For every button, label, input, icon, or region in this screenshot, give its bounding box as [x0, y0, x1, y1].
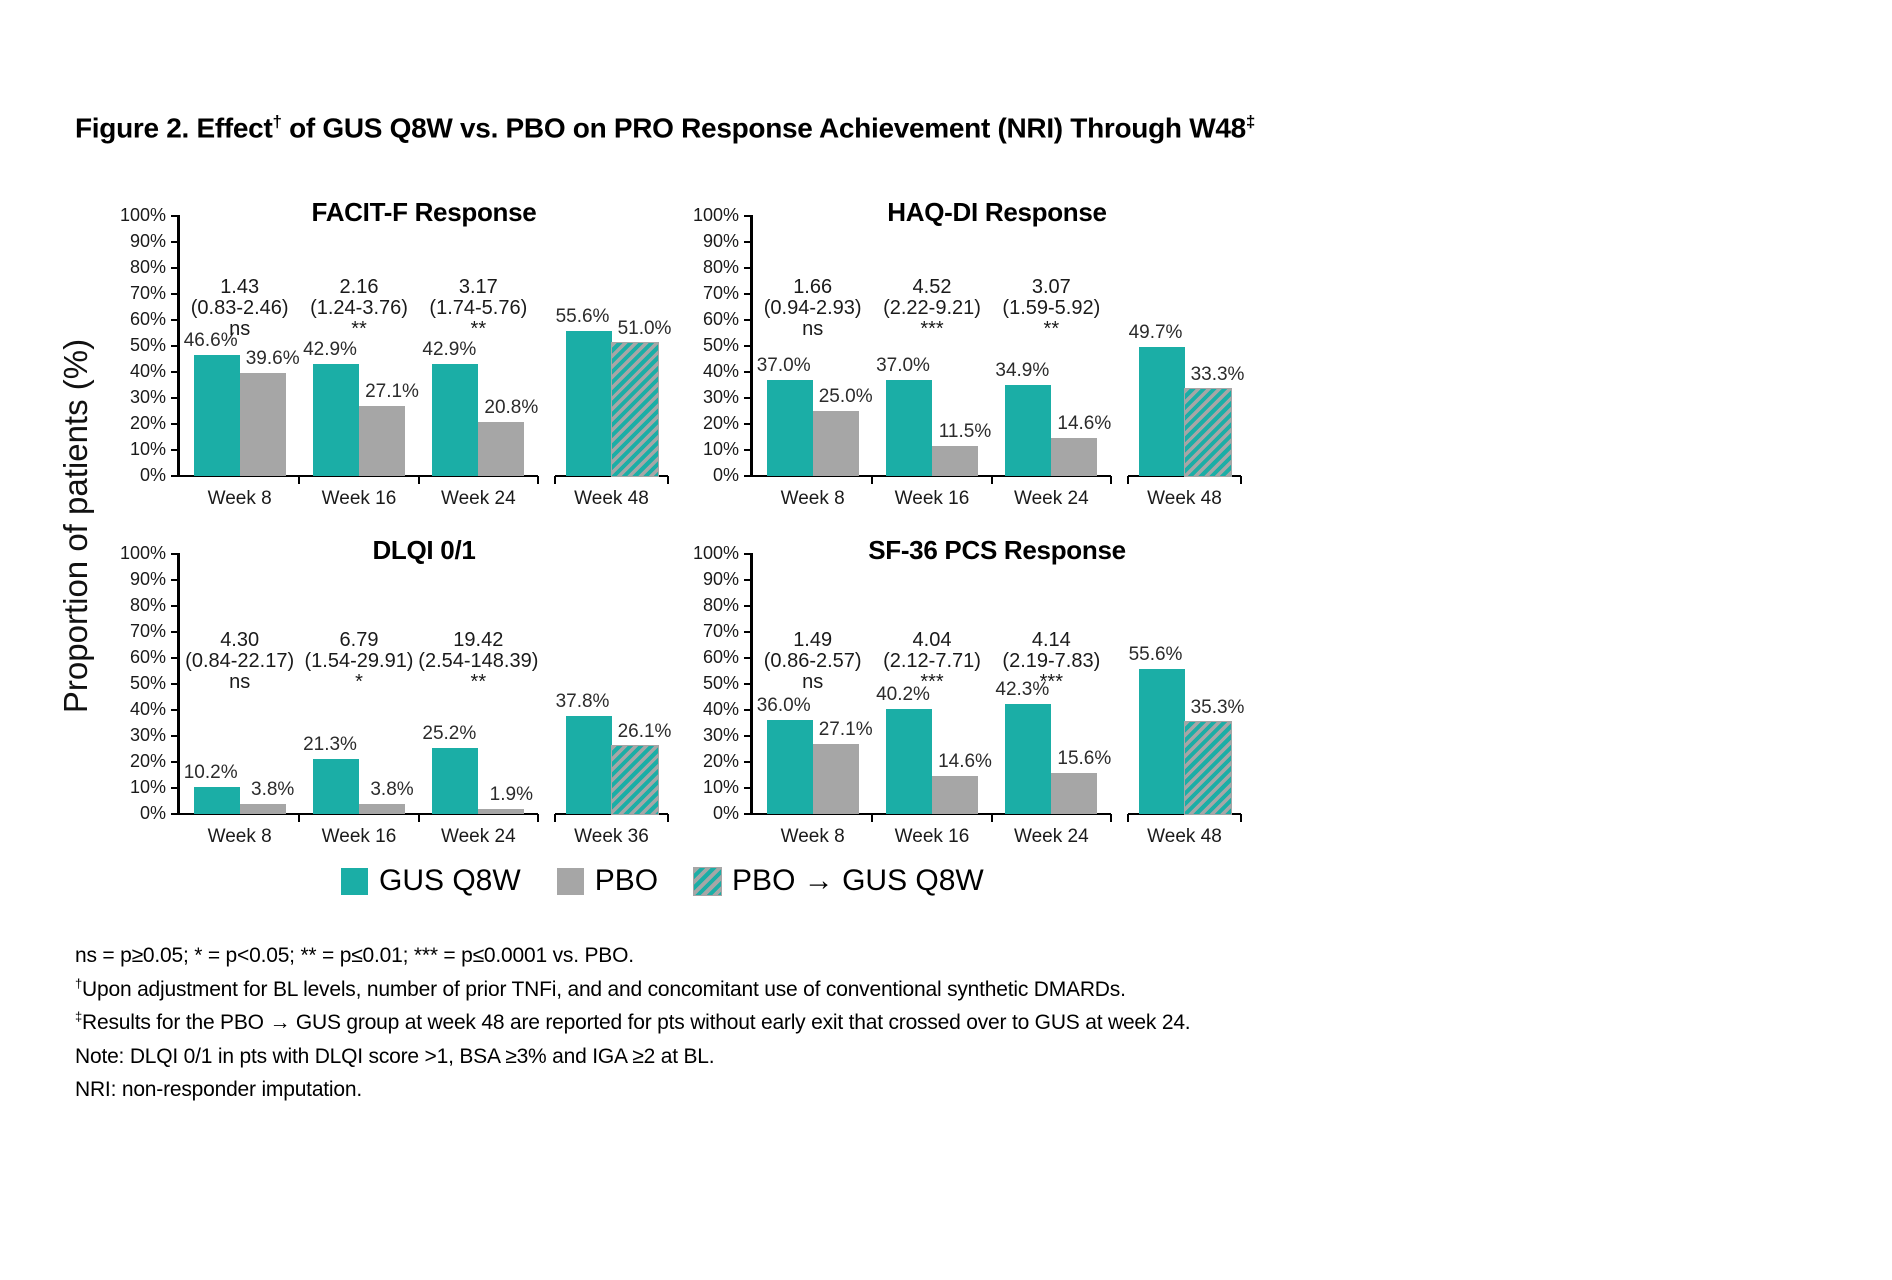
figure-title-middle: of GUS Q8W vs. PBO on PRO Response Achievement (NRI) Through W48	[281, 112, 1246, 144]
annotation-significance: ns	[802, 671, 824, 693]
x-category-label-week-48: Week 48	[1147, 488, 1222, 509]
x-axis-tick	[554, 814, 556, 822]
y-axis-tick	[744, 449, 753, 451]
x-category-label-week-8: Week 8	[207, 826, 272, 847]
y-axis-tick	[744, 475, 753, 477]
x-category-label-week-48: Week 48	[574, 488, 649, 509]
y-tick-label: 100%	[692, 205, 739, 225]
footnote-text: Upon adjustment for BL levels, number of prior TNFi, and and concomitant use of conventional synthetic DMARDs.	[82, 977, 1126, 1001]
chart-dlqi-0-1	[119, 508, 705, 853]
bar-gus-week-24	[1005, 385, 1051, 476]
y-tick-label: 70%	[129, 283, 166, 303]
bar-gus-week-24	[432, 748, 478, 814]
bar-gus-week-48	[566, 331, 612, 476]
x-axis-tick	[537, 476, 539, 484]
x-category-label-week-16: Week 16	[894, 826, 970, 847]
x-axis-tick	[418, 476, 420, 484]
double-dagger-superscript: ‡	[1245, 112, 1256, 131]
y-tick-label: 20%	[129, 413, 166, 433]
y-tick-label: 10%	[129, 777, 166, 797]
annotation-significance: **	[470, 318, 487, 340]
chart-title: FACIT-F Response	[311, 197, 537, 227]
x-axis-tick	[667, 814, 669, 822]
x-axis-tick	[991, 814, 993, 822]
bar-value-pbo-week-8: 3.8%	[251, 779, 295, 801]
stat-annotation-week-24	[373, 630, 583, 693]
bar-value-gus-week-24: 25.2%	[422, 723, 477, 745]
y-axis-tick	[171, 813, 180, 815]
bar-value-pbo-to-gus-week-48: 51.0%	[617, 318, 672, 340]
gus-q8w-swatch-icon	[341, 868, 368, 895]
bar-value-gus-week-48: 49.7%	[1128, 321, 1183, 343]
x-axis-tick	[871, 814, 873, 822]
bar-gus-week-36	[566, 716, 612, 814]
y-axis-tick	[171, 787, 180, 789]
x-axis-tick	[1127, 814, 1129, 822]
y-tick-label: 0%	[139, 803, 166, 823]
bar-value-gus-week-8: 36.0%	[756, 695, 811, 717]
x-category-label-week-8: Week 8	[207, 488, 272, 509]
x-axis-tick	[667, 476, 669, 484]
y-axis-tick	[744, 267, 753, 269]
x-category-label-week-24: Week 24	[1014, 488, 1089, 509]
annotation-significance: ns	[229, 318, 251, 340]
y-tick-label: 90%	[702, 569, 739, 589]
bar-gus-week-8	[767, 380, 813, 476]
y-axis-tick	[744, 579, 753, 581]
bar-gus-week-8	[194, 787, 240, 814]
y-tick-label: 40%	[129, 361, 166, 381]
y-axis-tick	[744, 813, 753, 815]
footnote-nri	[75, 1070, 1190, 1104]
y-tick-label: 0%	[712, 803, 739, 823]
y-axis-tick	[171, 397, 180, 399]
y-axis-tick	[744, 345, 753, 347]
bar-value-gus-week-8: 10.2%	[183, 762, 238, 784]
bar-value-gus-week-24: 34.9%	[995, 360, 1050, 382]
annotation-significance: *	[355, 671, 363, 693]
x-axis-tick	[1110, 476, 1112, 484]
x-axis-tick	[1127, 476, 1129, 484]
bar-pbo-week-16	[932, 446, 978, 476]
annotation-odds-ratio: 19.42	[453, 629, 504, 651]
y-axis-tick	[744, 215, 753, 217]
y-tick-label: 100%	[119, 205, 166, 225]
y-axis-title: Proportion of patients (%)	[57, 338, 94, 714]
y-tick-label: 50%	[129, 335, 166, 355]
annotation-confidence-interval: (1.54-29.91)	[304, 650, 414, 672]
y-tick-label: 50%	[702, 673, 739, 693]
x-axis-tick	[871, 476, 873, 484]
bar-pbo-to-gus-week-36	[612, 746, 658, 814]
bar-value-pbo-week-16: 14.6%	[938, 751, 992, 773]
bar-pbo-week-24	[1051, 438, 1097, 476]
annotation-odds-ratio: 4.04	[912, 629, 952, 651]
y-axis-tick	[744, 787, 753, 789]
bar-gus-week-16	[886, 709, 932, 814]
bar-pbo-week-8	[813, 744, 859, 814]
bar-gus-week-24	[432, 364, 478, 476]
bar-value-pbo-week-24: 20.8%	[484, 396, 539, 418]
x-category-label-week-8: Week 8	[780, 826, 845, 847]
chart-legend	[341, 864, 984, 898]
x-category-label-week-24: Week 24	[1014, 826, 1089, 847]
bar-value-gus-week-24: 42.3%	[995, 679, 1050, 701]
stat-annotation-week-24	[946, 277, 1156, 340]
bar-pbo-week-16	[359, 406, 405, 476]
y-axis-tick	[171, 553, 180, 555]
y-tick-label: 80%	[129, 257, 166, 277]
bar-value-pbo-week-16: 11.5%	[938, 421, 992, 443]
chart-sf-36-pcs-response	[692, 508, 1278, 853]
x-axis-tick	[1240, 476, 1242, 484]
x-category-label-week-36: Week 36	[574, 826, 649, 847]
legend-label-pbo: PBO	[594, 864, 659, 897]
y-axis-tick	[744, 709, 753, 711]
y-axis-tick	[171, 475, 180, 477]
bar-value-pbo-to-gus-week-48: 35.3%	[1190, 697, 1245, 719]
bar-pbo-week-24	[478, 422, 524, 476]
y-tick-label: 0%	[712, 465, 739, 485]
y-axis-tick	[171, 345, 180, 347]
bar-value-pbo-to-gus-week-36: 26.1%	[617, 721, 672, 743]
y-axis-tick	[744, 761, 753, 763]
chart-haq-di-response	[692, 170, 1278, 515]
y-tick-label: 20%	[129, 751, 166, 771]
bar-value-pbo-week-8: 27.1%	[818, 718, 873, 740]
y-axis-tick	[171, 579, 180, 581]
y-axis-tick	[171, 371, 180, 373]
bar-value-pbo-week-16: 27.1%	[365, 380, 419, 402]
annotation-odds-ratio: 1.43	[220, 276, 260, 298]
footnote-dlqi-note	[75, 1037, 1190, 1071]
y-tick-label: 20%	[702, 413, 739, 433]
x-axis-tick	[991, 476, 993, 484]
annotation-odds-ratio: 1.66	[793, 276, 833, 298]
y-tick-label: 10%	[702, 439, 739, 459]
x-axis-tick	[1240, 814, 1242, 822]
footnote-text: Note: DLQI 0/1 in pts with DLQI score >1, BSA ≥3% and IGA ≥2 at BL.	[75, 1044, 715, 1068]
y-tick-label: 80%	[129, 595, 166, 615]
footnotes	[75, 936, 1190, 1104]
annotation-significance: ns	[229, 671, 251, 693]
bar-pbo-to-gus-week-48	[1185, 389, 1231, 476]
annotation-odds-ratio: 4.14	[1031, 629, 1071, 651]
annotation-significance: ns	[802, 318, 824, 340]
y-tick-label: 30%	[702, 387, 739, 407]
x-axis-tick	[537, 814, 539, 822]
y-tick-label: 50%	[129, 673, 166, 693]
x-axis-tick	[298, 814, 300, 822]
bar-pbo-to-gus-week-48	[1185, 722, 1231, 814]
legend-label-pbo-to-gus: PBO → GUS Q8W	[732, 864, 984, 897]
y-tick-label: 90%	[129, 231, 166, 251]
chart-title: SF-36 PCS Response	[868, 535, 1126, 565]
annotation-confidence-interval: (2.22-9.21)	[883, 297, 981, 319]
y-tick-label: 60%	[702, 309, 739, 329]
bar-value-pbo-week-24: 14.6%	[1057, 413, 1112, 435]
legend-item-pbo	[557, 864, 658, 898]
annotation-confidence-interval: (2.12-7.71)	[883, 650, 981, 672]
y-axis-tick	[171, 605, 180, 607]
bar-pbo-week-24	[1051, 773, 1097, 814]
x-category-label-week-8: Week 8	[780, 488, 845, 509]
x-category-label-week-16: Week 16	[894, 488, 970, 509]
annotation-significance: ***	[920, 671, 944, 693]
annotation-confidence-interval: (1.24-3.76)	[310, 297, 408, 319]
y-axis-tick	[744, 371, 753, 373]
y-tick-label: 100%	[119, 543, 166, 563]
bar-value-gus-week-48: 55.6%	[555, 306, 610, 328]
bar-gus-week-24	[1005, 704, 1051, 814]
y-axis-tick	[171, 449, 180, 451]
y-tick-label: 10%	[702, 777, 739, 797]
annotation-odds-ratio: 4.30	[220, 629, 260, 651]
bar-value-pbo-week-16: 3.8%	[370, 779, 414, 801]
y-tick-label: 70%	[702, 283, 739, 303]
annotation-odds-ratio: 4.52	[912, 276, 952, 298]
bar-value-gus-week-48: 55.6%	[1128, 644, 1183, 666]
annotation-odds-ratio: 1.49	[793, 629, 833, 651]
footnote-text: NRI: non-responder imputation.	[75, 1078, 362, 1101]
x-category-label-week-24: Week 24	[441, 826, 516, 847]
y-tick-label: 30%	[129, 725, 166, 745]
annotation-odds-ratio: 3.17	[458, 276, 498, 298]
y-tick-label: 90%	[129, 569, 166, 589]
x-axis-tick	[418, 814, 420, 822]
legend-label-gus-q8w: GUS Q8W	[379, 864, 521, 897]
stat-annotation-week-24	[373, 277, 583, 340]
annotation-odds-ratio: 2.16	[339, 276, 379, 298]
footnote-crossover	[75, 1003, 1190, 1037]
bar-gus-week-48	[1139, 669, 1185, 814]
annotation-significance: **	[470, 671, 487, 693]
y-tick-label: 60%	[702, 647, 739, 667]
y-tick-label: 30%	[702, 725, 739, 745]
bar-gus-week-48	[1139, 347, 1185, 476]
y-axis-tick	[744, 553, 753, 555]
y-axis-tick	[744, 735, 753, 737]
bar-value-pbo-to-gus-week-48: 33.3%	[1190, 364, 1245, 386]
annotation-confidence-interval: (0.94-2.93)	[763, 297, 862, 319]
y-tick-label: 80%	[702, 257, 739, 277]
bar-value-pbo-week-8: 25.0%	[818, 386, 873, 407]
bar-pbo-week-8	[813, 411, 859, 476]
bar-pbo-to-gus-week-48	[612, 343, 658, 476]
bar-value-pbo-week-24: 15.6%	[1057, 748, 1112, 770]
annotation-odds-ratio: 3.07	[1031, 276, 1071, 298]
y-tick-label: 60%	[129, 309, 166, 329]
y-axis-tick	[171, 761, 180, 763]
bar-pbo-week-24	[478, 809, 524, 814]
chart-title: DLQI 0/1	[372, 535, 476, 565]
annotation-confidence-interval: (0.84-22.17)	[185, 650, 295, 672]
footnote-adjustment	[75, 970, 1190, 1004]
x-category-label-week-24: Week 24	[441, 488, 516, 509]
y-axis-tick	[171, 735, 180, 737]
bar-gus-week-16	[313, 364, 359, 476]
y-axis-tick	[744, 397, 753, 399]
y-tick-label: 20%	[702, 751, 739, 771]
bar-value-gus-week-8: 46.6%	[183, 329, 238, 351]
bar-gus-week-16	[313, 759, 359, 814]
y-axis-tick	[171, 241, 180, 243]
x-category-label-week-16: Week 16	[321, 826, 397, 847]
x-axis-tick	[298, 476, 300, 484]
pbo-to-gus-hatched-swatch-icon	[694, 868, 721, 895]
bar-value-gus-week-36: 37.8%	[555, 690, 610, 712]
footnote-sup: ‡	[75, 1009, 83, 1024]
y-axis-tick	[744, 605, 753, 607]
x-axis-tick	[1110, 814, 1112, 822]
y-axis-tick	[744, 423, 753, 425]
y-tick-label: 40%	[702, 699, 739, 719]
legend-item-gus-q8w	[341, 864, 521, 898]
pbo-swatch-icon	[557, 868, 584, 895]
bar-pbo-week-16	[359, 804, 405, 814]
y-tick-label: 80%	[702, 595, 739, 615]
bar-pbo-week-16	[932, 776, 978, 814]
bar-value-gus-week-24: 42.9%	[422, 339, 477, 361]
y-tick-label: 100%	[692, 543, 739, 563]
footnote-text: ns = p≥0.05; * = p<0.05; ** = p≤0.01; *** = p≤0.0001 vs. PBO.	[75, 944, 634, 967]
y-axis-tick	[171, 423, 180, 425]
footnote-text: Results for the PBO → GUS group at week 48 are reported for pts without early exit that crossed over to GUS at week 24.	[82, 1011, 1191, 1034]
bar-gus-week-8	[767, 720, 813, 814]
y-tick-label: 0%	[139, 465, 166, 485]
y-axis-tick	[171, 267, 180, 269]
y-tick-label: 40%	[702, 361, 739, 381]
y-tick-label: 70%	[129, 621, 166, 641]
x-category-label-week-16: Week 16	[321, 488, 397, 509]
annotation-confidence-interval: (2.19-7.83)	[1002, 650, 1101, 672]
bar-gus-week-8	[194, 355, 240, 476]
bar-pbo-week-8	[240, 804, 286, 814]
y-tick-label: 60%	[129, 647, 166, 667]
annotation-confidence-interval: (0.86-2.57)	[763, 650, 862, 672]
bar-value-gus-week-8: 37.0%	[756, 354, 811, 376]
dagger-superscript: †	[272, 112, 282, 131]
x-axis-tick	[554, 476, 556, 484]
y-tick-label: 50%	[702, 335, 739, 355]
footnote-significance-key	[75, 936, 1190, 970]
bar-gus-week-16	[886, 380, 932, 476]
bar-value-gus-week-16: 42.9%	[303, 339, 357, 361]
bar-pbo-week-8	[240, 373, 286, 476]
bar-value-gus-week-16: 21.3%	[303, 733, 357, 755]
y-tick-label: 30%	[129, 387, 166, 407]
annotation-significance: ***	[1039, 671, 1063, 693]
annotation-confidence-interval: (0.83-2.46)	[190, 297, 289, 319]
annotation-confidence-interval: (1.59-5.92)	[1002, 297, 1101, 319]
stat-annotation-week-24	[946, 630, 1156, 693]
figure-title-prefix: Figure 2. Effect	[75, 112, 273, 144]
bar-value-pbo-week-8: 39.6%	[245, 348, 300, 370]
annotation-confidence-interval: (1.74-5.76)	[429, 297, 528, 319]
y-tick-label: 10%	[129, 439, 166, 459]
footnote-sup: †	[75, 975, 83, 991]
annotation-significance: **	[1043, 318, 1060, 340]
y-tick-label: 40%	[129, 699, 166, 719]
y-tick-label: 70%	[702, 621, 739, 641]
legend-item-pbo-to-gus	[694, 864, 984, 898]
chart-title: HAQ-DI Response	[887, 197, 1107, 227]
figure-title	[75, 112, 1255, 144]
y-axis-tick	[744, 241, 753, 243]
bar-value-pbo-week-24: 1.9%	[489, 784, 533, 806]
chart-facit-f-response	[119, 170, 705, 515]
annotation-significance: **	[351, 318, 367, 340]
bar-value-gus-week-16: 40.2%	[876, 684, 930, 706]
annotation-significance: ***	[920, 318, 944, 340]
bar-value-gus-week-16: 37.0%	[876, 354, 930, 376]
y-axis-tick	[171, 215, 180, 217]
y-tick-label: 90%	[702, 231, 739, 251]
annotation-confidence-interval: (2.54-148.39)	[418, 650, 539, 672]
x-category-label-week-48: Week 48	[1147, 826, 1222, 847]
y-axis-tick	[171, 709, 180, 711]
annotation-odds-ratio: 6.79	[339, 629, 379, 651]
